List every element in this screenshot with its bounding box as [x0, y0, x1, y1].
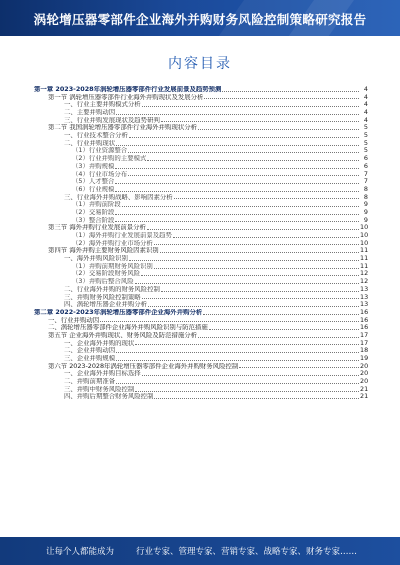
toc-entry[interactable] [34, 94, 368, 102]
toc-entry-label: 四、涡轮增压器企业并购分析 [64, 301, 148, 309]
toc-leader-dots [128, 152, 359, 153]
toc-entry-label: 一、行业技术整合分析 [64, 132, 128, 140]
toc-entry-page: 4 [363, 100, 368, 109]
toc-leader-dots [203, 314, 359, 315]
toc-entry[interactable] [34, 370, 368, 378]
toc-leader-dots [222, 91, 359, 92]
toc-entry[interactable] [34, 355, 368, 363]
toc-entry-page: 16 [360, 307, 369, 316]
toc-entry-page: 13 [360, 292, 369, 301]
toc-leader-dots [198, 129, 359, 130]
toc-leader-dots [116, 352, 359, 353]
toc-entry-page: 9 [363, 207, 368, 216]
toc-entry[interactable] [34, 324, 368, 332]
toc-leader-dots [135, 391, 359, 392]
footer-slogan: 让每个人都能成为 [46, 547, 115, 557]
toc-leader-dots [147, 229, 359, 230]
toc-leader-dots [174, 198, 359, 199]
toc-entry[interactable] [34, 255, 368, 263]
toc-entry-page: 4 [363, 108, 368, 117]
toc-entry-page: 5 [363, 123, 368, 132]
toc-entry[interactable] [34, 271, 368, 279]
toc-entry-label: （2）交易阶段财务风险 [72, 270, 140, 278]
toc-entry[interactable] [34, 148, 368, 156]
toc-entry-label: 第二节 我国涡轮增压器零部件行业海外并购现状分析 [48, 124, 198, 132]
toc-entry-page: 17 [360, 330, 369, 339]
toc-leader-dots [198, 337, 359, 338]
toc-leader-dots [122, 206, 359, 207]
toc-entry-page: 10 [360, 238, 369, 247]
toc-entry-label: （1）海外并购行业发展前景及趋势 [72, 232, 172, 240]
toc-entry-label: 三、并购财务风险控制策略 [64, 293, 141, 301]
toc-entry-label: （2）交易阶段 [72, 208, 115, 216]
toc-leader-dots [135, 344, 359, 345]
toc-entry[interactable] [34, 386, 368, 394]
toc-entry-page: 9 [363, 200, 368, 209]
toc-leader-dots [204, 98, 359, 99]
toc-entry-label: 四、并购后期整合财务风险控制 [64, 393, 154, 401]
toc-leader-dots [129, 137, 359, 138]
toc-leader-dots [116, 383, 359, 384]
toc-entry-label: （3）并购规模 [72, 162, 115, 170]
toc-leader-dots [142, 375, 359, 376]
toc-leader-dots [147, 160, 359, 161]
toc-leader-dots [142, 298, 359, 299]
toc-entry[interactable] [34, 240, 368, 248]
toc-entry-page: 4 [363, 115, 368, 124]
toc-entry[interactable] [34, 117, 368, 125]
toc-leader-dots [116, 114, 359, 115]
toc-entry[interactable] [34, 124, 368, 132]
toc-entry-page: 4 [363, 84, 368, 93]
toc-entry-page: 13 [360, 284, 369, 293]
toc-entry-page: 20 [360, 369, 369, 378]
toc-entry-page: 10 [360, 231, 369, 240]
toc-entry-label: 一、行业主要并购模式分析 [64, 101, 141, 109]
toc-entry-page: 11 [360, 254, 369, 263]
toc-entry-label: 第五节 企业海外并购现状、财务风险及防范措施分析 [48, 331, 198, 339]
footer-banner [0, 537, 400, 565]
toc-entry-page: 7 [363, 169, 368, 178]
toc-entry-label: （1）并购前期财务风险识别 [72, 262, 153, 270]
toc-entry-label: 第一节 涡轮增压器零部件行业海外并购现状及发展分析 [48, 93, 204, 101]
toc-entry[interactable] [34, 140, 368, 148]
toc-leader-dots [128, 175, 359, 176]
toc-leader-dots [154, 244, 359, 245]
toc-entry-page: 9 [363, 215, 368, 224]
toc-entry-label: 第六节 2023-2028年涡轮增压器零部件企业海外并购财务风险控制 [48, 362, 239, 370]
toc-entry[interactable] [34, 347, 368, 355]
toc-leader-dots [115, 168, 359, 169]
toc-entry-label: 三、行业并购发展现状及趋势研判 [64, 116, 160, 124]
toc-leader-dots [141, 275, 359, 276]
toc-entry-page: 4 [363, 92, 368, 101]
toc-leader-dots [115, 191, 359, 192]
toc-entry-label: 三、并购中财务风险控制 [64, 385, 135, 393]
toc-leader-dots [209, 329, 359, 330]
toc-entry-page: 19 [360, 354, 369, 363]
toc-entry-label: 二、行业并购现状 [64, 139, 116, 147]
toc-entry[interactable] [34, 247, 368, 255]
toc-entry[interactable] [34, 171, 368, 179]
toc-entry[interactable] [34, 263, 368, 271]
toc-entry-label: （2）行业并购的主要模式 [72, 155, 147, 163]
toc-entry-label: （3）并购后整合风险 [72, 278, 134, 286]
toc-leader-dots [173, 237, 359, 238]
toc-entry-page: 12 [360, 277, 369, 286]
toc-entry-page: 8 [363, 184, 368, 193]
toc-entry-page: 16 [360, 315, 369, 324]
toc-entry-page: 18 [360, 346, 369, 355]
toc-entry[interactable] [34, 278, 368, 286]
toc-entry[interactable] [34, 340, 368, 348]
toc-entry-page: 6 [363, 161, 368, 170]
toc-entry-page: 5 [363, 138, 368, 147]
toc-leader-dots [160, 252, 359, 253]
toc-entry-label: （6）行业规模 [72, 185, 115, 193]
toc-entry-label: 三、行业海外并购战略、影响因素分析 [64, 193, 173, 201]
toc-entry-page: 17 [360, 338, 369, 347]
toc-entry[interactable] [34, 132, 368, 140]
toc-entry-label: （1）并购前阶段 [72, 201, 121, 209]
toc-entry-label: （4）行业市场分布 [72, 170, 128, 178]
toc-entry[interactable] [34, 317, 368, 325]
table-of-contents [34, 86, 368, 401]
toc-entry-page: 5 [363, 146, 368, 155]
toc-entry-label: 第四节 海外并购主要财务风险因素识别 [48, 247, 159, 255]
toc-entry-label: 二、主要并购动因 [64, 109, 116, 117]
toc-entry[interactable] [34, 101, 368, 109]
toc-entry[interactable] [34, 301, 368, 309]
toc-leader-dots [115, 214, 359, 215]
toc-entry-label: 第二章 2022-2023年涡轮增压器零部件企业海外并购分析 [34, 308, 203, 316]
toc-entry[interactable] [34, 186, 368, 194]
toc-entry-page: 6 [363, 154, 368, 163]
toc-entry-label: 二、并购前期准备 [64, 378, 116, 386]
toc-leader-dots [154, 268, 359, 269]
toc-entry-page: 5 [363, 131, 368, 140]
toc-entry-label: 二、行业海外并购的财务风险控制 [64, 285, 160, 293]
toc-entry[interactable] [34, 294, 368, 302]
toc-entry[interactable] [34, 217, 368, 225]
toc-entry[interactable] [34, 394, 368, 402]
toc-entry-page: 12 [360, 269, 369, 278]
toc-entry[interactable] [34, 178, 368, 186]
toc-leader-dots [100, 321, 359, 322]
toc-entry-label: （1）行业资源整合 [72, 147, 128, 155]
toc-entry-page: 20 [360, 377, 369, 386]
toc-entry-label: 一、企业海外并购的现状 [64, 339, 135, 347]
toc-entry[interactable] [34, 232, 368, 240]
toc-entry[interactable] [34, 378, 368, 386]
toc-entry-page: 21 [360, 384, 369, 393]
toc-entry-label: 二、涡轮增压器零部件企业海外并购风险识别与防范措施 [48, 324, 208, 332]
toc-leader-dots [239, 367, 359, 368]
toc-entry-label: 第一章 2023-2028年涡轮增压器零部件行业发展前景及趋势预测 [34, 85, 222, 93]
toc-leader-dots [116, 360, 359, 361]
toc-entry[interactable] [34, 155, 368, 163]
toc-entry[interactable] [34, 309, 368, 317]
toc-entry-page: 11 [360, 261, 369, 270]
toc-entry[interactable] [34, 224, 368, 232]
toc-leader-dots [161, 291, 359, 292]
footer-tags: 行业专家、管理专家、营销专家、战略专家、财务专家…… [136, 547, 358, 557]
toc-entry-label: （2）海外并购行业市场分析 [72, 239, 153, 247]
toc-entry-label: 三、企业并购规模 [64, 355, 116, 363]
toc-entry-label: 一、企业海外并购目标选择 [64, 370, 141, 378]
toc-entry[interactable] [34, 201, 368, 209]
toc-entry-page: 10 [360, 223, 369, 232]
toc-leader-dots [129, 260, 359, 261]
toc-entry[interactable] [34, 109, 368, 117]
toc-entry[interactable] [34, 363, 368, 371]
toc-entry-label: 一、海外并购风险识别 [64, 255, 128, 263]
report-title: 涡轮增压器零部件企业海外并购财务风险控制策略研究报告 [33, 12, 367, 27]
toc-heading: 内容目录 [168, 56, 232, 72]
toc-entry-page: 20 [360, 361, 369, 370]
toc-entry-page: 11 [360, 246, 369, 255]
toc-entry[interactable] [34, 86, 368, 94]
toc-entry-page: 8 [363, 192, 368, 201]
toc-leader-dots [135, 283, 359, 284]
report-header [0, 0, 400, 36]
toc-entry[interactable] [34, 332, 368, 340]
toc-entry-label: （5）人才整合 [72, 178, 115, 186]
toc-entry-page: 21 [360, 392, 369, 401]
toc-entry[interactable] [34, 286, 368, 294]
toc-entry-page: 7 [363, 177, 368, 186]
toc-leader-dots [161, 121, 359, 122]
toc-entry-page: 13 [360, 300, 369, 309]
toc-entry-label: 一、行业并购动因 [48, 316, 100, 324]
toc-leader-dots [115, 183, 359, 184]
toc-entry-page: 16 [360, 323, 369, 332]
toc-entry-label: 第三节 海外并购行业发展前景分析 [48, 224, 146, 232]
toc-entry[interactable] [34, 209, 368, 217]
toc-leader-dots [142, 106, 359, 107]
toc-leader-dots [148, 306, 359, 307]
toc-entry[interactable] [34, 163, 368, 171]
toc-leader-dots [154, 398, 359, 399]
toc-leader-dots [116, 145, 359, 146]
toc-entry-label: 二、企业并购动因 [64, 347, 116, 355]
toc-entry[interactable] [34, 194, 368, 202]
toc-entry-label: （3）整合阶段 [72, 216, 115, 224]
toc-leader-dots [115, 221, 359, 222]
